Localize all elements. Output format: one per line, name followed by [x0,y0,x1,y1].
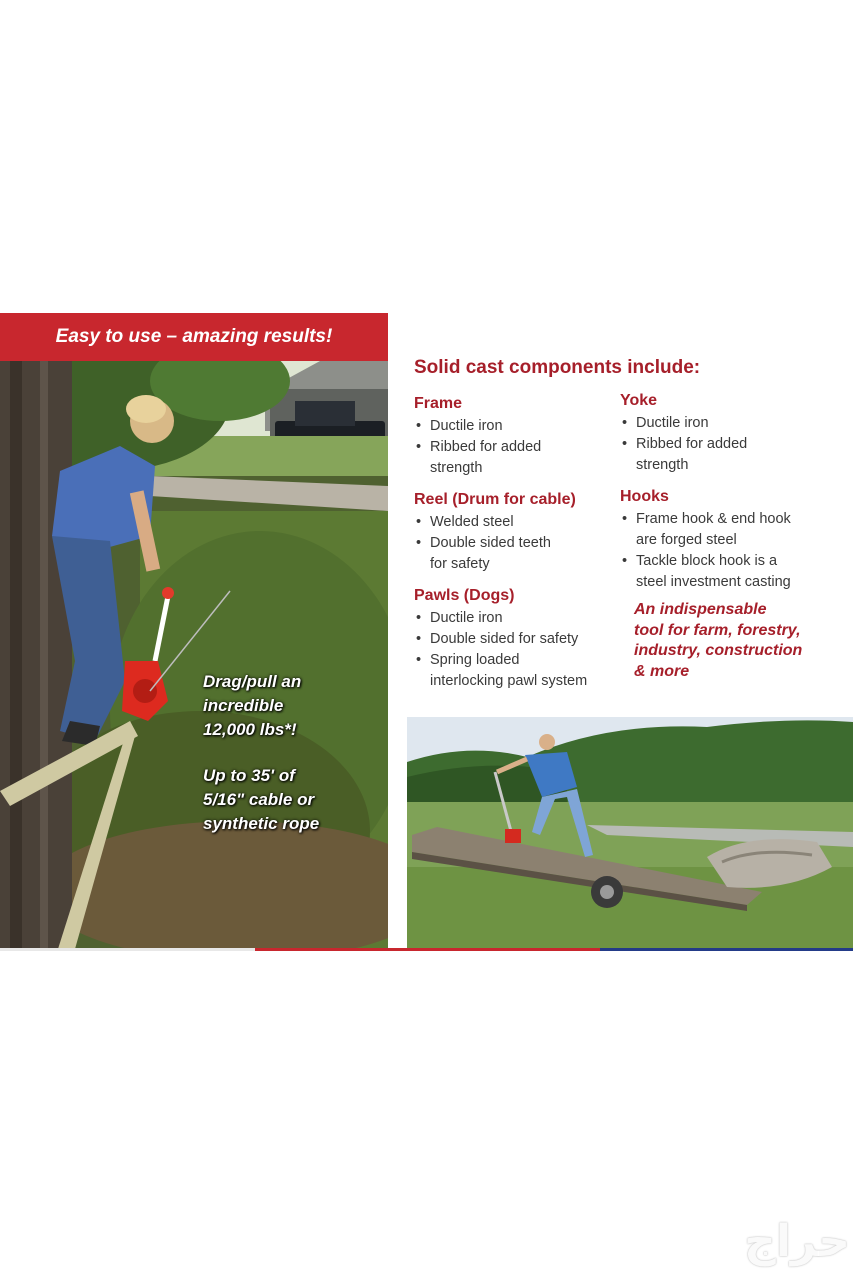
woman-using-winch-photo [0,361,388,949]
pull-capacity-text [203,670,301,742]
overlay-line: incredible [203,696,284,715]
overlay-line: Drag/pull an [203,672,302,691]
cable-length-text [203,764,319,836]
list-item: • Ductile iron [414,416,609,437]
overlay-line: Up to 35' of [203,766,295,785]
list-item: • Frame hook & end hook [620,509,835,530]
bar-segment-light [0,948,255,951]
overlay-line: synthetic rope [203,814,320,833]
trailer-scene-illustration [407,717,853,949]
tagline-line: & more [634,662,690,680]
list-item: are forged steel [636,532,737,548]
bar-segment-red [255,948,600,951]
list-item: interlocking pawl system [430,673,588,689]
list-item: • Spring loaded [414,650,609,671]
tagline-line: tool for farm, forestry, [634,621,801,639]
list-item: • Ductile iron [414,608,609,629]
overlay-line: 5/16" cable or [203,790,315,809]
list-item: strength [636,457,689,473]
overlay-line: 12,000 lbs*! [203,720,297,739]
left-spec-column [414,395,609,704]
pawls-list [414,608,609,692]
list-item: • Double sided teeth [414,533,609,554]
reel-list [414,512,609,575]
man-on-trailer-photo [407,717,853,949]
list-item: • Ductile iron [620,413,835,434]
tagline [634,600,834,682]
brand-color-bar [0,948,853,951]
yoke-title: Yoke [620,392,658,409]
left-photo-panel [0,313,388,949]
list-item: • Welded steel [414,512,609,533]
hooks-title: Hooks [620,488,669,505]
reel-title: Reel (Drum for cable) [414,491,576,508]
haraj-watermark: حراج [744,1216,850,1267]
bar-segment-blue [600,948,853,951]
yoke-list [620,413,835,476]
right-spec-column [620,392,835,605]
list-item: for safety [430,556,490,572]
banner [0,313,388,361]
list-item: • Ribbed for added [620,434,835,455]
banner-text: Easy to use – amazing results! [55,326,333,347]
components-heading: Solid cast components include: [414,357,701,378]
list-item: strength [430,460,483,476]
tagline-line: industry, construction [634,642,803,659]
list-item: • Double sided for safety [414,629,609,650]
frame-list [414,416,609,479]
tagline-line: An indispensable [634,601,767,618]
hooks-list [620,509,835,593]
list-item: • Tackle block hook is a [620,551,835,572]
pawls-title: Pawls (Dogs) [414,587,515,604]
frame-title: Frame [414,395,463,412]
list-item: • Ribbed for added [414,437,609,458]
list-item: steel investment casting [636,574,791,590]
